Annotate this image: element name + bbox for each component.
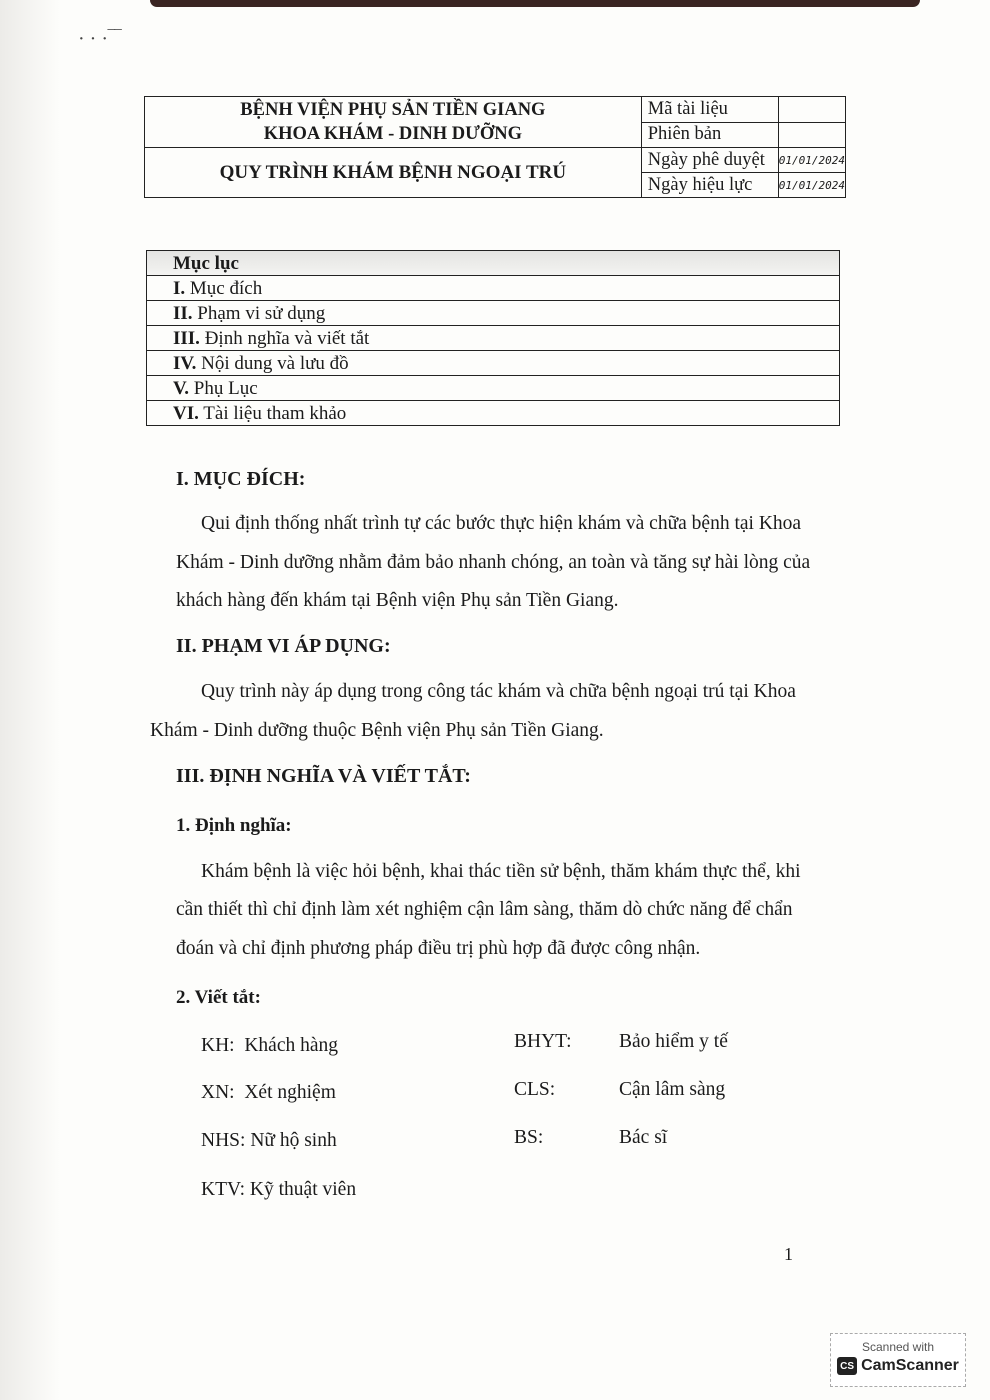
abbreviation-code: BHYT: bbox=[514, 1031, 572, 1052]
department-name: KHOA KHÁM - DINH DƯỠNG bbox=[263, 124, 523, 144]
subheading-definition: 1. Định nghĩa: bbox=[176, 815, 292, 836]
abbreviation-code: BS: bbox=[514, 1127, 544, 1148]
abbreviation-meaning: Cận lâm sàng bbox=[619, 1079, 726, 1100]
meta-label-effective-date: Ngày hiệu lực bbox=[641, 173, 778, 198]
toc-item-number: VI. bbox=[173, 403, 199, 424]
toc-item bbox=[147, 401, 839, 425]
toc-item-text: Phạm vi sử dụng bbox=[197, 303, 326, 324]
subheading-abbreviations: 2. Viết tắt: bbox=[176, 987, 261, 1008]
abbreviation-meaning: Bác sĩ bbox=[619, 1127, 668, 1148]
section-heading-purpose: I. MỤC ĐÍCH: bbox=[176, 468, 306, 490]
toc-heading: Mục lục bbox=[147, 251, 839, 276]
purpose-line-3: khách hàng đến khám tại Bệnh viện Phụ sản Tiền Giang. bbox=[176, 590, 619, 611]
meta-value-approval-date: 01/01/2024 bbox=[778, 148, 845, 173]
meta-label-version: Phiên bản bbox=[641, 122, 778, 148]
scan-top-edge bbox=[150, 0, 920, 7]
camscanner-watermark bbox=[830, 1333, 966, 1387]
toc-item-number: IV. bbox=[173, 353, 197, 374]
hospital-name: BỆNH VIỆN PHỤ SẢN TIỀN GIANG bbox=[240, 100, 546, 120]
abbreviation-item bbox=[201, 1035, 338, 1057]
watermark-caption: Scanned with bbox=[861, 1340, 935, 1354]
meta-label-doc-code: Mã tài liệu bbox=[641, 97, 778, 123]
toc-item-number: V. bbox=[173, 378, 190, 399]
toc-item bbox=[147, 376, 839, 401]
section-heading-scope: II. PHẠM VI ÁP DỤNG: bbox=[176, 635, 391, 657]
scan-specks: · · ·‾‾ bbox=[78, 28, 122, 50]
toc-item-text: Mục đích bbox=[189, 278, 263, 299]
toc-item-number: II. bbox=[173, 303, 193, 324]
toc-item bbox=[147, 351, 839, 376]
toc-item bbox=[147, 326, 839, 351]
definition-line-3: đoán và chỉ định phương pháp điều trị phù hợp đã được công nhận. bbox=[176, 938, 701, 959]
page-number: 1 bbox=[784, 1244, 793, 1264]
toc-item-number: I. bbox=[173, 278, 186, 299]
toc-item bbox=[147, 301, 839, 326]
abbreviation-code: CLS: bbox=[514, 1079, 556, 1100]
meta-label-approval-date: Ngày phê duyệt bbox=[641, 148, 778, 173]
purpose-line-2: Khám - Dinh dưỡng nhằm đảm bảo nhanh chóng, an toàn và tăng sự hài lòng của bbox=[176, 552, 811, 573]
abbreviation-code: KH: bbox=[201, 1035, 235, 1056]
abbreviation-meaning: Kỹ thuật viên bbox=[249, 1179, 357, 1200]
toc-item-number: III. bbox=[173, 328, 200, 349]
scope-line-1: Quy trình này áp dụng trong công tác khám và chữa bệnh ngoại trú tại Khoa bbox=[201, 681, 796, 702]
document-title: QUY TRÌNH KHÁM BỆNH NGOẠI TRÚ bbox=[145, 148, 642, 198]
toc-item-text: Định nghĩa và viết tắt bbox=[204, 328, 370, 349]
abbreviation-meaning: Xét nghiệm bbox=[244, 1082, 336, 1103]
abbreviation-meaning: Nữ hộ sinh bbox=[250, 1130, 337, 1151]
abbreviation-code: XN: bbox=[201, 1082, 235, 1103]
scope-line-2: Khám - Dinh dưỡng thuộc Bệnh viện Phụ sản Tiền Giang. bbox=[150, 720, 604, 741]
camscanner-logo-icon: CS bbox=[837, 1357, 857, 1375]
organization-cell bbox=[145, 97, 642, 148]
scan-shadow bbox=[0, 0, 60, 1400]
abbreviation-meaning: Bảo hiểm y tế bbox=[619, 1031, 728, 1052]
abbreviation-code: KTV: bbox=[201, 1179, 246, 1200]
section-heading-definitions: III. ĐỊNH NGHĨA VÀ VIẾT TẮT: bbox=[176, 765, 471, 787]
abbreviation-meaning: Khách hàng bbox=[244, 1035, 339, 1056]
meta-value-doc-code bbox=[778, 97, 845, 123]
abbreviation-item bbox=[201, 1179, 356, 1201]
abbreviation-item bbox=[201, 1130, 337, 1152]
definition-line-1: Khám bệnh là việc hỏi bệnh, khai thác tiền sử bệnh, thăm khám thực thể, khi bbox=[201, 861, 801, 882]
definition-line-2: cần thiết thì chỉ định làm xét nghiệm cận lâm sàng, thăm dò chức năng để chẩn bbox=[176, 899, 793, 920]
toc-item-text: Nội dung và lưu đồ bbox=[201, 353, 349, 374]
watermark-brand-row bbox=[831, 1357, 965, 1375]
table-of-contents bbox=[146, 250, 840, 426]
toc-item-text: Phụ Lục bbox=[193, 378, 258, 399]
abbreviation-item bbox=[201, 1082, 336, 1104]
toc-item bbox=[147, 276, 839, 301]
watermark-brand: CamScanner bbox=[861, 1357, 959, 1374]
document-header-table bbox=[144, 96, 846, 198]
toc-item-text: Tài liệu tham khảo bbox=[203, 403, 347, 424]
purpose-line-1: Qui định thống nhất trình tự các bước thực hiện khám và chữa bệnh tại Khoa bbox=[201, 513, 802, 534]
meta-value-version bbox=[778, 122, 845, 148]
meta-value-effective-date: 01/01/2024 bbox=[778, 173, 845, 198]
abbreviation-code: NHS: bbox=[201, 1130, 246, 1151]
